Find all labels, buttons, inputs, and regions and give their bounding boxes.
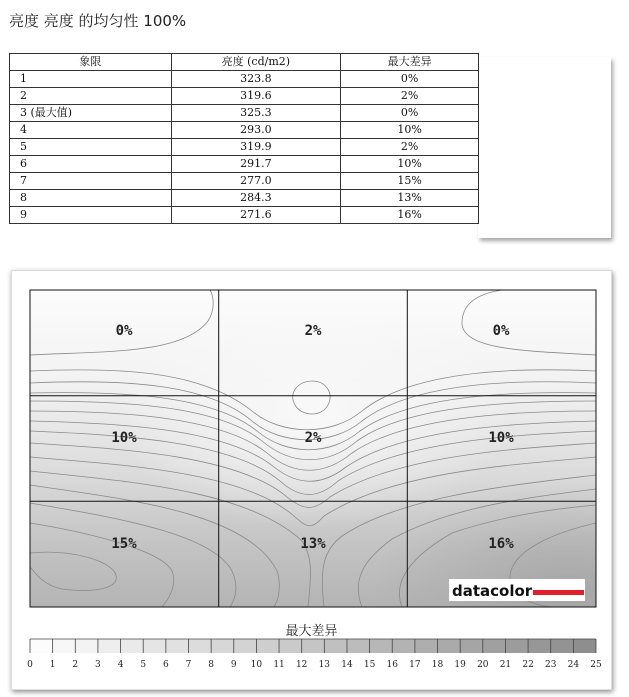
legend-title: 最大差异: [285, 624, 338, 639]
legend-tick-label: 15: [363, 660, 376, 670]
table-shadow: [478, 57, 611, 238]
legend-tick-label: 4: [117, 660, 124, 670]
legend-scale: [27, 639, 602, 670]
legend-band: [528, 639, 551, 653]
cell-brightness: 284.3: [171, 190, 341, 207]
legend-tick-label: 6: [162, 660, 169, 670]
legend-band: [30, 639, 53, 653]
cell-label: 2%: [304, 323, 322, 339]
legend-band: [483, 639, 506, 653]
cell-quadrant: 8: [10, 190, 172, 207]
cell-quadrant: 7: [10, 173, 172, 190]
legend-tick-label: 8: [208, 660, 214, 670]
legend-tick-label: 12: [295, 660, 308, 670]
cell-quadrant: 9: [10, 207, 172, 224]
legend-tick-label: 22: [522, 660, 534, 670]
legend-band: [505, 639, 528, 653]
cell-max-diff: 16%: [341, 207, 479, 224]
legend-tick-label: 5: [140, 660, 147, 670]
cell-brightness: 291.7: [171, 156, 341, 173]
cell-label: 13%: [300, 536, 326, 552]
legend-band: [324, 639, 347, 653]
legend-tick-label: 23: [544, 660, 557, 670]
table-row: [10, 71, 479, 88]
legend-band: [438, 639, 461, 653]
cell-max-diff: 0%: [341, 71, 479, 88]
cell-brightness: 325.3: [171, 105, 341, 122]
legend-band: [234, 639, 257, 653]
legend-tick-label: 16: [386, 660, 398, 670]
cell-brightness: 323.8: [171, 71, 341, 88]
page-title: 亮度 亮度 的均匀性 100%: [9, 12, 187, 30]
legend-band: [392, 639, 415, 653]
header-max-diff: 最大差异: [341, 54, 479, 71]
header-brightness: 亮度 (cd/m2): [171, 54, 341, 71]
datacolor-logo: [449, 579, 585, 601]
legend-band: [211, 639, 234, 653]
cell-max-diff: 15%: [341, 173, 479, 190]
legend-tick-label: 13: [318, 660, 331, 670]
legend-tick-label: 11: [273, 660, 285, 670]
cell-brightness: 293.0: [171, 122, 341, 139]
brightness-table: [9, 53, 479, 224]
cell-quadrant: 2: [10, 88, 172, 105]
legend-band: [279, 639, 302, 653]
cell-max-diff: 13%: [341, 190, 479, 207]
table-row: [10, 190, 479, 207]
legend-band: [166, 639, 189, 653]
legend-band: [121, 639, 144, 653]
legend-band: [347, 639, 370, 653]
cell-quadrant: 1: [10, 71, 172, 88]
legend-tick-label: 24: [567, 660, 580, 670]
legend-band: [573, 639, 596, 653]
legend-tick-label: 9: [230, 660, 237, 670]
legend-tick-label: 17: [409, 660, 421, 670]
table-row: [10, 173, 479, 190]
legend-tick-label: 18: [431, 660, 444, 670]
table-row: [10, 122, 479, 139]
legend-tick-label: 19: [454, 660, 466, 670]
legend-band: [188, 639, 211, 653]
legend-band: [551, 639, 574, 653]
legend-band: [370, 639, 393, 653]
legend-band: [98, 639, 121, 653]
legend-tick-label: 1: [49, 660, 56, 670]
legend-band: [460, 639, 483, 653]
legend-tick-label: 7: [185, 660, 192, 670]
table-header-row: [10, 54, 479, 71]
brand-text: datacolor: [452, 582, 533, 600]
legend-tick-label: 21: [499, 660, 512, 670]
cell-label: 10%: [488, 430, 514, 446]
legend-tick-label: 2: [72, 660, 79, 670]
table-row: [10, 139, 479, 156]
cell-quadrant: 6: [10, 156, 172, 173]
legend-tick-label: 10: [250, 660, 263, 670]
cell-brightness: 319.9: [171, 139, 341, 156]
cell-quadrant: 4: [10, 122, 172, 139]
cell-brightness: 271.6: [171, 207, 341, 224]
cell-label: 15%: [111, 536, 137, 552]
brand-bar: [533, 590, 584, 595]
cell-label: 0%: [115, 323, 133, 339]
table-row: [10, 105, 479, 122]
legend-tick-label: 0: [27, 660, 33, 670]
cell-label: 2%: [304, 430, 322, 446]
cell-label: 0%: [492, 323, 510, 339]
table-row: [10, 207, 479, 224]
legend-tick-label: 3: [95, 660, 101, 670]
legend-band: [415, 639, 438, 653]
uniformity-figure: [11, 270, 612, 690]
legend-band: [302, 639, 325, 653]
table-row: [10, 156, 479, 173]
cell-brightness: 319.6: [171, 88, 341, 105]
cell-brightness: 277.0: [171, 173, 341, 190]
cell-max-diff: 2%: [341, 139, 479, 156]
cell-max-diff: 10%: [341, 122, 479, 139]
cell-max-diff: 0%: [341, 105, 479, 122]
legend-tick-label: 20: [477, 660, 489, 670]
legend-band: [75, 639, 98, 653]
legend-band: [143, 639, 166, 653]
legend-band: [53, 639, 76, 653]
cell-label: 16%: [488, 536, 514, 552]
legend-tick-label: 25: [590, 660, 602, 670]
legend-tick-label: 14: [341, 660, 353, 670]
header-quadrant: 象限: [10, 54, 172, 71]
cell-quadrant: 5: [10, 139, 172, 156]
cell-quadrant: 3 (最大值): [10, 105, 172, 122]
legend-band: [256, 639, 279, 653]
cell-max-diff: 2%: [341, 88, 479, 105]
cell-max-diff: 10%: [341, 156, 479, 173]
table-row: [10, 88, 479, 105]
cell-label: 10%: [111, 430, 137, 446]
